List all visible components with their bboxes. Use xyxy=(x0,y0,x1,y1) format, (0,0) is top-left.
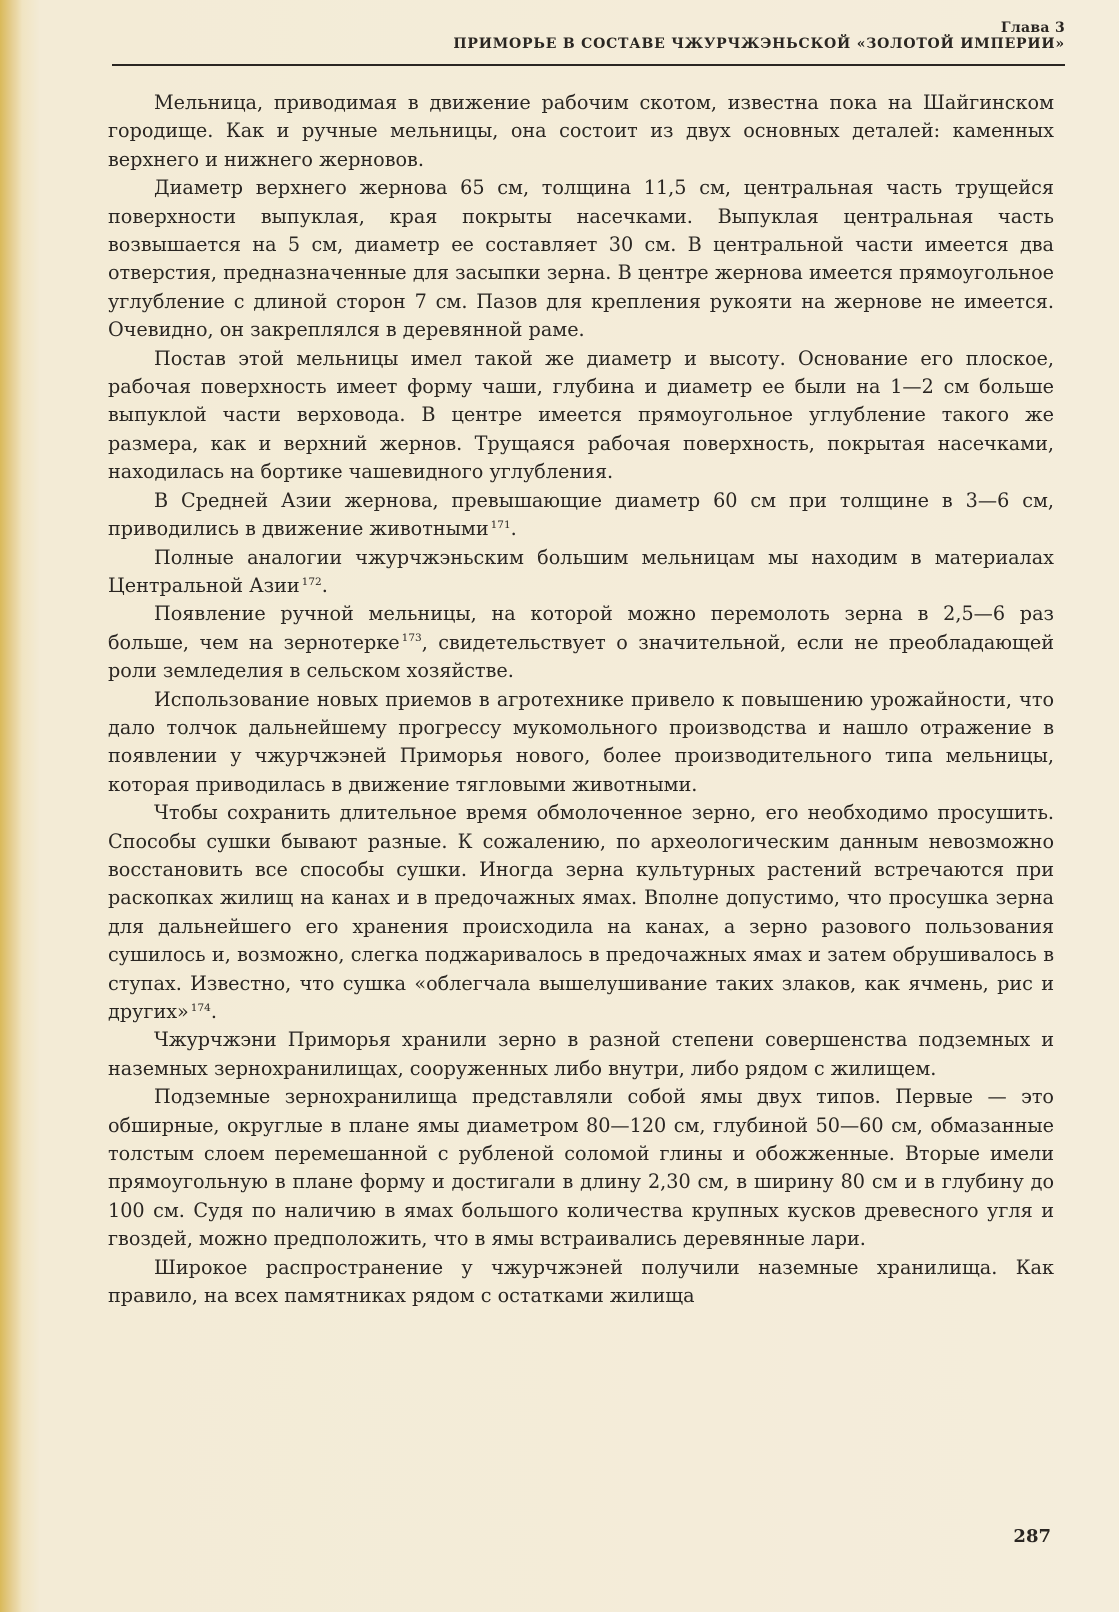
page-spine-edge xyxy=(0,0,22,1612)
page-number: 287 xyxy=(1013,1526,1051,1547)
footnote-reference[interactable]: 173 xyxy=(401,632,422,645)
paragraph: Чжурчжэни Приморья хранили зерно в разной степени совершенства подземных и наземных зернохранилищах, сооруженных либо внутри, либо рядом с жилищем. xyxy=(108,1028,1054,1080)
header-divider xyxy=(112,64,1065,66)
paragraph: Подземные зернохранилища представляли собой ямы двух типов. Первые — это обширные, округлые в плане ямы диаметром 80—120 см, глубиной 50—60 см, обмазанные толстым слоем перемешанной с рубленой соломой глины и обожженные. Вторые имели прямоугольную в плане форму и достигали в длину 2,30 см, в ширину 80 см и в глубину до 100 см. Судя по наличию в ямах большого количества крупных кусков древесного угля и гвоздей, можно предположить, что в ямы встраивались деревянные лари. xyxy=(108,1085,1054,1251)
paragraph: Диаметр верхнего жернова 65 см, толщина 11,5 см, центральная часть трущейся поверхности выпуклая, края покрыты насечками. Выпуклая центральная часть возвышается на 5 см, диаметр ее составляет 30 см. В центральной части имеется два отверстия, предназначенные для засыпки зерна. В центре жернова имеется прямоугольное углубление с длиной сторон 7 см. Пазов для крепления рукояти на жернове не имеется. Очевидно, он закреплялся в деревянной раме. xyxy=(108,176,1054,342)
body-text xyxy=(108,89,1054,1310)
footnote-reference[interactable]: 171 xyxy=(490,518,511,531)
paragraph: Широкое распространение у чжурчжэней получили наземные хранилища. Как правило, на всех памятниках рядом с остатками жилища xyxy=(108,1255,1054,1308)
footnote-reference[interactable]: 174 xyxy=(190,1001,211,1014)
paragraph: Использование новых приемов в агротехнике привело к повышению урожайности, что дало толчок дальнейшему прогрессу мукомольного производства и нашло отражение в появлении у чжурчжэней Приморья нового, более производительного типа мельницы, которая приводилась в движение тягловыми животными. xyxy=(108,687,1054,796)
paragraph: Постав этой мельницы имел такой же диаметр и высоту. Основание его плоское, рабочая поверхность имеет форму чаши, глубина и диаметр ее были на 1—2 см больше выпуклой части верховода. В центре имеется прямоугольное углубление такого же размера, как и верхний жернов. Трущаяся рабочая поверхность, покрытая насечками, находилась на бортике чашевидного углубления. xyxy=(108,346,1054,484)
chapter-label: Глава 3 xyxy=(1000,20,1065,36)
paragraph: Мельница, приводимая в движение рабочим скотом, известна пока на Шайгинском городище. Как и ручные мельницы, она состоит из двух основных деталей: каменных верхнего и нижнего жерновов. xyxy=(108,91,1054,171)
paragraph: В Средней Азии жернова, превышающие диаметр 60 см при толщине в 3—6 см, приводились в движение животными $^{171}$. xyxy=(108,488,1054,541)
running-head xyxy=(453,20,1065,53)
paragraph: Полные аналогии чжурчжэньским большим мельницам мы находим в материалах Центральной Азии $^{172}$. xyxy=(108,545,1054,597)
paragraph: Появление ручной мельницы, на которой можно перемолоть зерна в 2,5—6 раз больше, чем на зернотерке $^{173}$, свидетельствует о значительной, если не преобладающей роли земледелия в сельском хозяйстве. xyxy=(108,602,1054,683)
footnote-reference[interactable]: 172 xyxy=(301,575,322,588)
section-title: ПРИМОРЬЕ В СОСТАВЕ ЧЖУРЧЖЭНЬСКОЙ «ЗОЛОТОЙ ИМПЕРИИ» xyxy=(453,36,1065,52)
paragraph: Чтобы сохранить длительное время обмолоченное зерно, его необходимо просушить. Способы сушки бывают разные. К сожалению, по археологическим данным невозможно восстановить все способы сушки. Иногда зерна культурных растений встречаются при раскопках жилищ на канах и в предочажных ямах. Вполне допустимо, что просушка зерна для дальнейшего его хранения происходила на канах, а зерно разового пользования сушилось и, возможно, слегка поджаривалось в предочажных ямах и затем обрушивалось в ступах. Известно, что сушка «облегчала вышелушивание таких злаков, как ячмень, рис и других» $^{174}$. xyxy=(108,801,1054,1023)
